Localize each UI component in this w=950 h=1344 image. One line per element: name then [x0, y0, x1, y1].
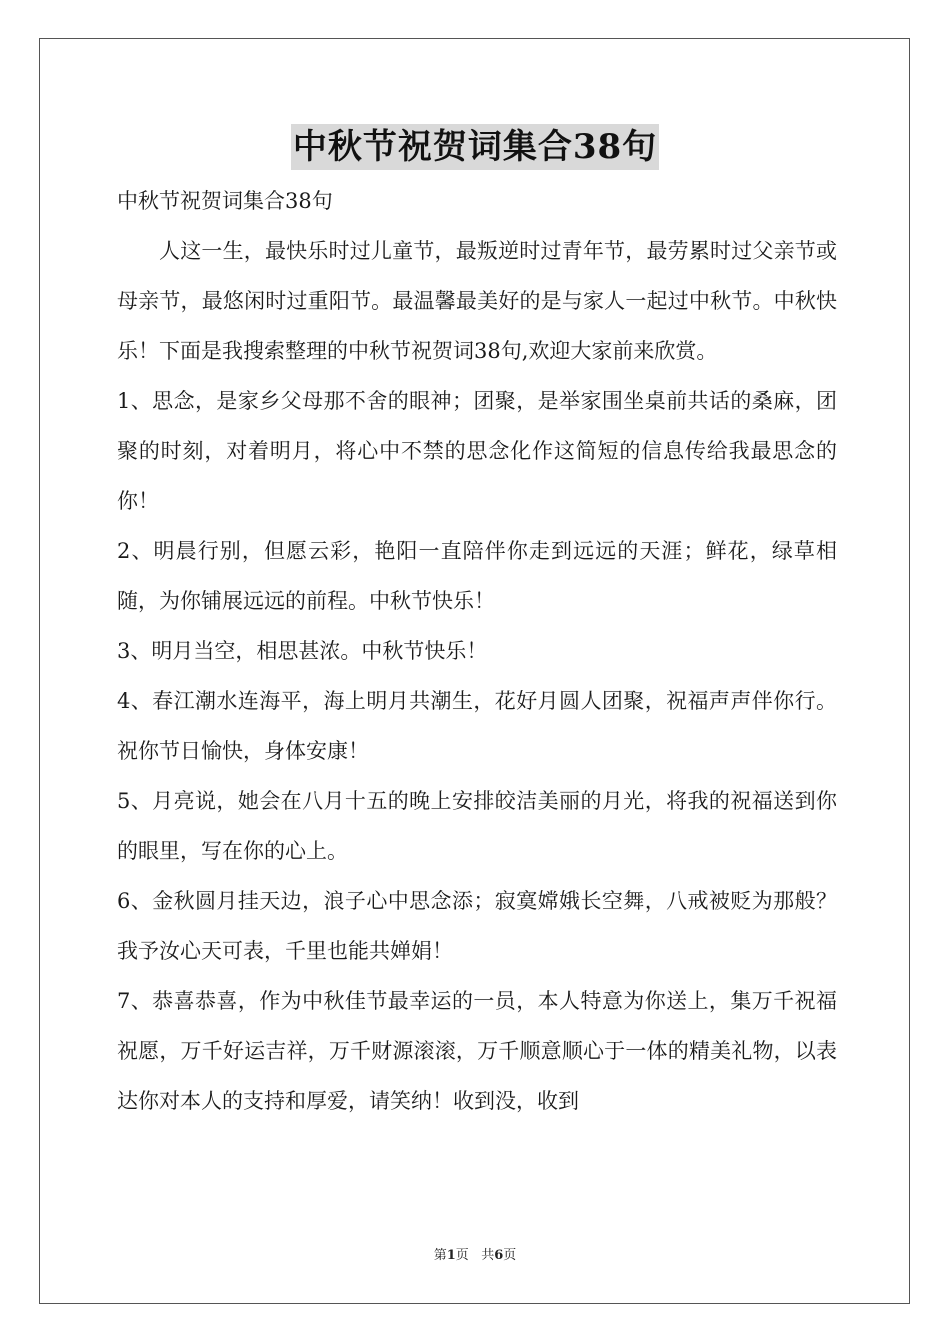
document-title: 中秋节祝贺词集合38句: [291, 124, 659, 170]
page-prefix: 第: [433, 1248, 447, 1263]
document-body: [117, 176, 837, 1126]
list-item: 7、恭喜恭喜，作为中秋佳节最幸运的一员，本人特意为你送上，集万千祝福祝愿，万千好运吉祥，万千财源滚滚，万千顺意顺心于一体的精美礼物，以表达你对本人的支持和厚爱，请笑纳！收到没，收到: [117, 989, 837, 1113]
list-item: 5、月亮说，她会在八月十五的晚上安排皎洁美丽的月光，将我的祝福送到你的眼里，写在你的心上。: [117, 789, 837, 863]
page-total: 6: [494, 1248, 504, 1263]
page-footer: [0, 1246, 950, 1266]
page-current: 1: [446, 1248, 456, 1263]
list-item: 1、思念，是家乡父母那不舍的眼神；团聚，是举家围坐桌前共话的桑麻，团聚的时刻，对着明月，将心中不禁的思念化作这简短的信息传给我最思念的你！: [117, 389, 837, 513]
total-suffix: 页: [503, 1248, 517, 1263]
list-item: 3、明月当空，相思甚浓。中秋节快乐！: [117, 639, 488, 663]
list-item: 6、金秋圆月挂天边，浪子心中思念添；寂寞嫦娥长空舞，八戒被贬为那般？我予汝心天可表，千里也能共婵娟！: [117, 889, 837, 963]
total-prefix: 共: [481, 1248, 495, 1263]
list-item: 4、春江潮水连海平，海上明月共潮生，花好月圆人团聚，祝福声声伴你行。祝你节日愉快，身体安康！: [117, 689, 837, 763]
list-item: 2、明晨行别，但愿云彩，艳阳一直陪伴你走到远远的天涯；鲜花，绿草相随，为你铺展远远的前程。中秋节快乐！: [117, 539, 837, 613]
document-subtitle: 中秋节祝贺词集合38句: [117, 189, 333, 213]
intro-paragraph: 人这一生，最快乐时过儿童节，最叛逆时过青年节，最劳累时过父亲节或母亲节，最悠闲时过重阳节。最温馨最美好的是与家人一起过中秋节。中秋快乐！下面是我搜索整理的中秋节祝贺词38句,欢迎大家前来欣赏。: [117, 239, 837, 363]
page-suffix: 页: [455, 1248, 469, 1263]
title-wrap: [0, 124, 950, 170]
